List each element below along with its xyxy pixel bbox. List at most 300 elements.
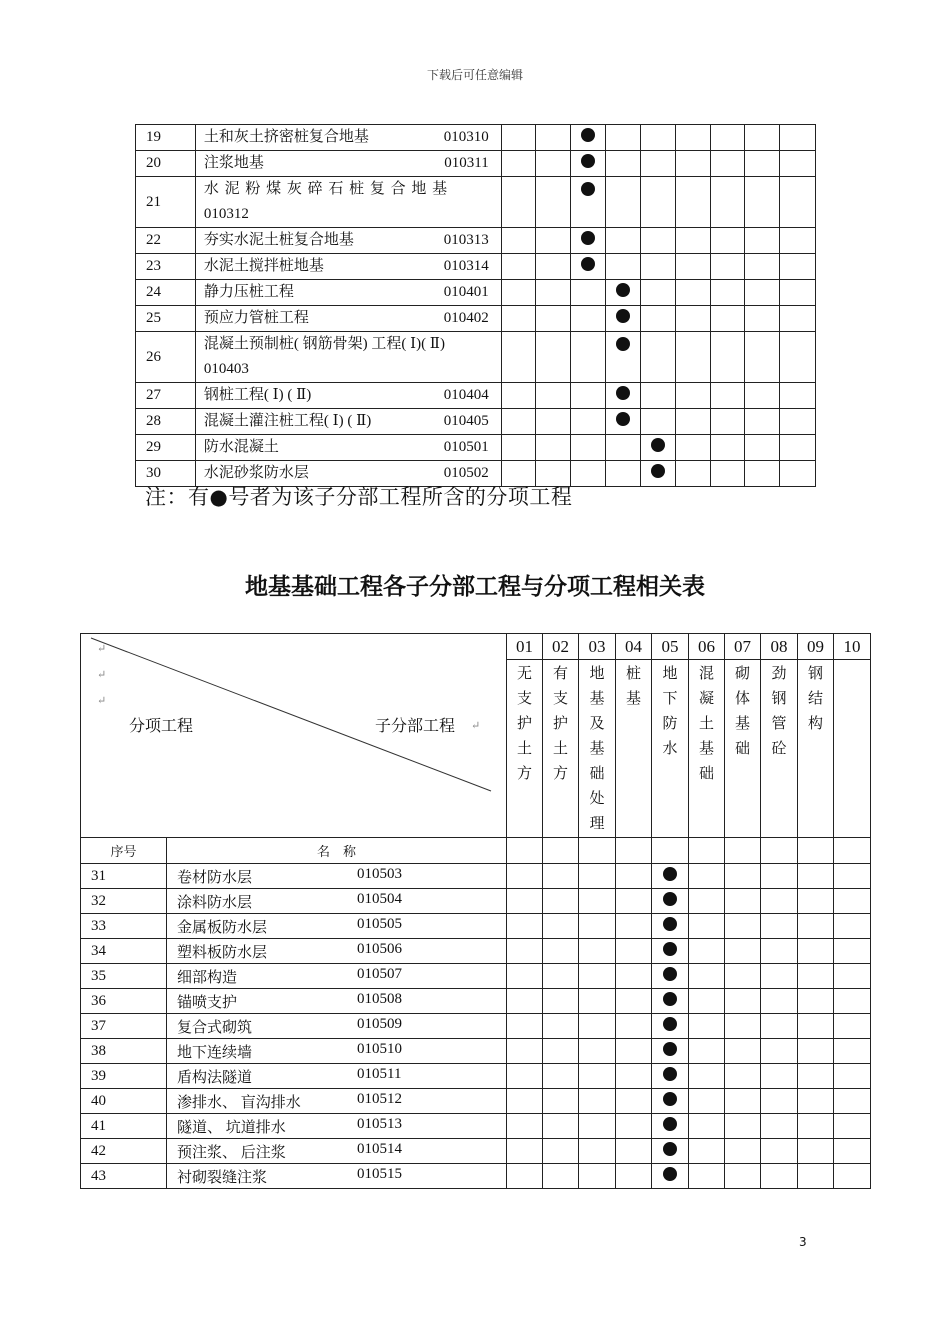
mark-cell xyxy=(725,939,761,964)
legend-note: 注：有●号者为该子分部工程所含的分项工程 xyxy=(145,485,573,509)
mark-cell xyxy=(780,151,816,177)
mark-cell xyxy=(798,1114,834,1139)
mark-cell xyxy=(761,1039,798,1064)
filled-dot-icon xyxy=(663,1117,677,1131)
item-name-cell xyxy=(167,1064,507,1089)
item-code: 010404 xyxy=(443,387,489,403)
item-name: 水 泥 粉 煤 灰 碎 石 桩 复 合 地 基 xyxy=(203,181,449,197)
column-code: 02 xyxy=(543,634,579,660)
item-name: 细部构造 xyxy=(177,969,238,986)
mark-cell xyxy=(676,280,711,306)
mark-cell xyxy=(536,177,571,228)
mark-cell xyxy=(780,332,816,383)
mark-cell xyxy=(676,461,711,487)
mark-cell xyxy=(543,1164,579,1189)
mark-cell xyxy=(579,1039,616,1064)
row-number: 42 xyxy=(81,1139,167,1164)
item-code: 010401 xyxy=(443,284,489,300)
item-name-cell xyxy=(195,383,501,409)
column-name-char: 钢 xyxy=(807,666,823,682)
mark-cell xyxy=(641,383,676,409)
diag-label-right: 子分部工程 xyxy=(375,715,456,735)
item-code: 010507 xyxy=(357,965,402,982)
mark-cell xyxy=(507,939,543,964)
column-code: 06 xyxy=(689,634,725,660)
empty-cell xyxy=(725,838,761,864)
mark-cell xyxy=(605,435,641,461)
mark-cell xyxy=(834,1089,871,1114)
mark-cell xyxy=(501,177,536,228)
mark-cell xyxy=(798,1039,834,1064)
mark-cell xyxy=(745,125,780,151)
column-name-char: 处 xyxy=(589,791,605,807)
item-name: 预注浆、 后注浆 xyxy=(177,1144,286,1161)
mark-cell xyxy=(725,1139,761,1164)
mark-cell xyxy=(501,332,536,383)
mark-cell xyxy=(710,461,745,487)
column-name-char: 土 xyxy=(516,741,532,757)
mark-cell xyxy=(536,228,571,254)
empty-cell xyxy=(761,838,798,864)
column-name-char: 基 xyxy=(625,691,641,707)
mark-cell xyxy=(652,1089,689,1114)
mark-cell xyxy=(641,461,676,487)
table-row xyxy=(136,151,816,177)
mark-cell xyxy=(780,461,816,487)
mark-cell xyxy=(536,151,571,177)
mark-cell xyxy=(605,409,641,435)
mark-cell xyxy=(689,1014,725,1039)
mark-cell xyxy=(834,964,871,989)
mark-cell xyxy=(543,1089,579,1114)
mark-cell xyxy=(507,1089,543,1114)
mark-cell xyxy=(579,964,616,989)
mark-cell xyxy=(676,254,711,280)
mark-cell xyxy=(641,409,676,435)
mark-cell xyxy=(689,1039,725,1064)
return-mark: ↵ xyxy=(471,719,481,732)
column-name-char: 土 xyxy=(552,741,568,757)
mark-cell xyxy=(605,151,641,177)
column-name xyxy=(761,660,798,838)
item-name: 衬砌裂缝注浆 xyxy=(177,1169,268,1186)
mark-cell xyxy=(652,1139,689,1164)
mark-cell xyxy=(652,889,689,914)
row-number: 21 xyxy=(136,177,196,228)
mark-cell xyxy=(507,1039,543,1064)
item-code: 010311 xyxy=(444,155,489,171)
filled-dot-icon xyxy=(616,412,630,426)
mark-cell xyxy=(641,125,676,151)
mark-cell xyxy=(652,1014,689,1039)
mark-cell xyxy=(710,409,745,435)
mark-cell xyxy=(616,989,652,1014)
mark-cell xyxy=(689,864,725,889)
mark-cell xyxy=(761,1139,798,1164)
col-name-header: 名 称 xyxy=(167,838,507,864)
column-name xyxy=(543,660,579,838)
item-name-cell xyxy=(195,254,501,280)
item-code: 010509 xyxy=(357,1015,402,1032)
mark-cell xyxy=(761,964,798,989)
mark-cell xyxy=(605,332,641,383)
item-name: 复合式砌筑 xyxy=(177,1019,253,1036)
row-number: 37 xyxy=(81,1014,167,1039)
item-code: 010405 xyxy=(443,413,489,429)
mark-cell xyxy=(507,1114,543,1139)
mark-cell xyxy=(780,409,816,435)
filled-dot-icon xyxy=(651,464,665,478)
diag-label-left: 分项工程 xyxy=(129,715,194,735)
mark-cell xyxy=(761,889,798,914)
mark-cell xyxy=(571,254,606,280)
empty-cell xyxy=(834,838,871,864)
column-name-char: 下 xyxy=(662,691,678,707)
item-code: 010511 xyxy=(357,1065,402,1082)
item-name-cell xyxy=(167,1114,507,1139)
mark-cell xyxy=(798,1014,834,1039)
mark-cell xyxy=(725,1064,761,1089)
mark-cell xyxy=(798,914,834,939)
return-mark: ↵ xyxy=(97,668,107,681)
mark-cell xyxy=(571,332,606,383)
item-name-cell xyxy=(195,409,501,435)
filled-dot-icon xyxy=(581,231,595,245)
mark-cell xyxy=(605,306,641,332)
mark-cell xyxy=(536,409,571,435)
filled-dot-icon xyxy=(663,1017,677,1031)
mark-cell xyxy=(543,989,579,1014)
mark-cell xyxy=(641,254,676,280)
empty-cell xyxy=(689,838,725,864)
filled-dot-icon xyxy=(581,128,595,142)
column-code: 10 xyxy=(834,634,871,660)
mark-cell xyxy=(571,435,606,461)
item-code: 010510 xyxy=(357,1040,402,1057)
mark-cell xyxy=(543,889,579,914)
row-number: 38 xyxy=(81,1039,167,1064)
mark-cell xyxy=(745,435,780,461)
item-code: 010513 xyxy=(357,1115,402,1132)
item-code: 010402 xyxy=(443,310,489,326)
mark-cell xyxy=(761,914,798,939)
mark-cell xyxy=(834,1164,871,1189)
mark-cell xyxy=(641,151,676,177)
mark-cell xyxy=(652,1164,689,1189)
row-number: 30 xyxy=(136,461,196,487)
item-code: 010515 xyxy=(357,1165,402,1182)
mark-cell xyxy=(725,864,761,889)
item-name: 夯实水泥土桩复合地基 xyxy=(203,232,354,248)
column-name xyxy=(579,660,616,838)
column-name-char: 及 xyxy=(589,716,605,732)
table-row xyxy=(81,1139,871,1164)
item-name-cell xyxy=(167,964,507,989)
mark-cell xyxy=(579,989,616,1014)
item-name: 金属板防水层 xyxy=(177,919,268,936)
mark-cell xyxy=(579,1139,616,1164)
item-code: 010506 xyxy=(357,940,402,957)
column-name-char: 地 xyxy=(662,666,678,682)
row-number: 32 xyxy=(81,889,167,914)
column-name-char: 凝 xyxy=(698,691,714,707)
mark-cell xyxy=(507,1064,543,1089)
column-name-char: 方 xyxy=(516,766,532,782)
mark-cell xyxy=(780,435,816,461)
mark-cell xyxy=(605,383,641,409)
mark-cell xyxy=(507,1014,543,1039)
mark-cell xyxy=(798,1139,834,1164)
column-name xyxy=(798,660,834,838)
row-number: 36 xyxy=(81,989,167,1014)
mark-cell xyxy=(761,1114,798,1139)
diagonal-line xyxy=(81,636,507,836)
mark-cell xyxy=(579,1164,616,1189)
mark-cell xyxy=(689,964,725,989)
mark-cell xyxy=(616,914,652,939)
mark-cell xyxy=(710,383,745,409)
mark-cell xyxy=(780,125,816,151)
table-row xyxy=(136,332,816,383)
column-name-char: 管 xyxy=(771,716,787,732)
column-name-char: 无 xyxy=(516,666,532,682)
mark-cell xyxy=(780,228,816,254)
mark-cell xyxy=(641,177,676,228)
mark-cell xyxy=(616,1039,652,1064)
item-name: 混凝土预制桩( 钢筋骨架) 工程( Ⅰ)( Ⅱ) xyxy=(203,336,445,352)
mark-cell xyxy=(507,914,543,939)
mark-cell xyxy=(725,1039,761,1064)
column-name-char: 混 xyxy=(698,666,714,682)
mark-cell xyxy=(834,914,871,939)
item-name: 静力压桩工程 xyxy=(203,284,294,300)
mark-cell xyxy=(689,889,725,914)
item-name-cell xyxy=(167,914,507,939)
mark-cell xyxy=(543,1064,579,1089)
column-name-char: 基 xyxy=(589,691,605,707)
mark-cell xyxy=(710,228,745,254)
item-code: 010501 xyxy=(443,439,489,455)
column-name xyxy=(652,660,689,838)
mark-cell xyxy=(501,254,536,280)
return-mark: ↵ xyxy=(97,694,107,707)
mark-cell xyxy=(834,1064,871,1089)
column-name xyxy=(616,660,652,838)
table-row xyxy=(136,228,816,254)
mark-cell xyxy=(745,254,780,280)
column-name-char: 水 xyxy=(662,741,678,757)
column-name-char: 钢 xyxy=(771,691,787,707)
mark-cell xyxy=(834,939,871,964)
empty-cell xyxy=(579,838,616,864)
table-row xyxy=(136,254,816,280)
mark-cell xyxy=(543,1114,579,1139)
mark-cell xyxy=(652,989,689,1014)
mark-cell xyxy=(745,280,780,306)
column-name-char: 桩 xyxy=(625,666,641,682)
table-row xyxy=(136,280,816,306)
item-name-cell xyxy=(195,306,501,332)
filled-dot-icon xyxy=(663,967,677,981)
mark-cell xyxy=(725,989,761,1014)
table-row xyxy=(136,435,816,461)
mark-cell xyxy=(605,461,641,487)
table-row xyxy=(81,864,871,889)
diagonal-header-cell xyxy=(81,634,507,838)
filled-dot-icon xyxy=(581,182,595,196)
column-name xyxy=(507,660,543,838)
mark-cell xyxy=(780,177,816,228)
mark-cell xyxy=(676,435,711,461)
column-name-char: 基 xyxy=(734,716,750,732)
mark-cell xyxy=(536,332,571,383)
mark-cell xyxy=(652,1039,689,1064)
column-name xyxy=(834,660,871,838)
mark-cell xyxy=(761,939,798,964)
table-title: 地基基础工程各子分部工程与分项工程相关表 xyxy=(245,574,705,600)
mark-cell xyxy=(501,435,536,461)
mark-cell xyxy=(834,1014,871,1039)
column-name-char: 地 xyxy=(589,666,605,682)
mark-cell xyxy=(689,1114,725,1139)
mark-cell xyxy=(710,435,745,461)
mark-cell xyxy=(507,889,543,914)
item-code: 010503 xyxy=(357,865,402,882)
mark-cell xyxy=(536,383,571,409)
mark-cell xyxy=(616,1064,652,1089)
mark-cell xyxy=(798,864,834,889)
mark-cell xyxy=(571,306,606,332)
mark-cell xyxy=(834,1039,871,1064)
item-code: 010504 xyxy=(357,890,402,907)
mark-cell xyxy=(761,864,798,889)
mark-cell xyxy=(571,461,606,487)
mark-cell xyxy=(616,964,652,989)
empty-cell xyxy=(616,838,652,864)
mark-cell xyxy=(798,889,834,914)
mark-cell xyxy=(725,914,761,939)
filled-dot-icon xyxy=(663,917,677,931)
item-name: 钢桩工程( Ⅰ) ( Ⅱ) xyxy=(203,387,312,403)
mark-cell xyxy=(605,125,641,151)
item-name-cell xyxy=(167,989,507,1014)
item-name-cell xyxy=(167,1139,507,1164)
item-name-cell xyxy=(167,864,507,889)
mark-cell xyxy=(834,989,871,1014)
mark-cell xyxy=(745,151,780,177)
mark-cell xyxy=(536,306,571,332)
mark-cell xyxy=(641,228,676,254)
item-name: 塑料板防水层 xyxy=(177,944,268,961)
mark-cell xyxy=(616,1139,652,1164)
column-name-char: 理 xyxy=(589,816,605,832)
filled-dot-icon xyxy=(651,438,665,452)
mark-cell xyxy=(798,1064,834,1089)
item-name-cell xyxy=(167,1164,507,1189)
empty-cell xyxy=(543,838,579,864)
table-lower xyxy=(80,633,871,1189)
filled-dot-icon xyxy=(663,1042,677,1056)
mark-cell xyxy=(676,151,711,177)
column-name xyxy=(689,660,725,838)
item-name: 水泥土搅拌桩地基 xyxy=(203,258,324,274)
mark-cell xyxy=(543,1014,579,1039)
empty-cell xyxy=(798,838,834,864)
table-row xyxy=(136,409,816,435)
filled-dot-icon xyxy=(616,309,630,323)
mark-cell xyxy=(761,1014,798,1039)
column-code: 04 xyxy=(616,634,652,660)
mark-cell xyxy=(616,864,652,889)
mark-cell xyxy=(710,332,745,383)
mark-cell xyxy=(536,254,571,280)
mark-cell xyxy=(616,1089,652,1114)
table-row xyxy=(136,383,816,409)
column-code: 08 xyxy=(761,634,798,660)
filled-dot-icon xyxy=(663,892,677,906)
item-name: 预应力管桩工程 xyxy=(203,310,309,326)
column-name-char: 支 xyxy=(516,691,532,707)
column-code: 03 xyxy=(579,634,616,660)
mark-cell xyxy=(780,254,816,280)
column-name-char: 有 xyxy=(552,666,568,682)
mark-cell xyxy=(652,1064,689,1089)
mark-cell xyxy=(616,889,652,914)
mark-cell xyxy=(571,409,606,435)
filled-dot-icon xyxy=(581,154,595,168)
item-name: 水泥砂浆防水层 xyxy=(203,465,309,481)
column-name-char: 护 xyxy=(552,716,568,732)
filled-dot-icon xyxy=(663,1167,677,1181)
mark-cell xyxy=(745,461,780,487)
item-name-cell xyxy=(195,228,501,254)
item-name-cell xyxy=(167,1014,507,1039)
mark-cell xyxy=(710,306,745,332)
mark-cell xyxy=(676,409,711,435)
column-code: 07 xyxy=(725,634,761,660)
mark-cell xyxy=(710,280,745,306)
item-code: 010512 xyxy=(357,1090,402,1107)
empty-cell xyxy=(652,838,689,864)
row-number: 41 xyxy=(81,1114,167,1139)
mark-cell xyxy=(676,125,711,151)
table-row xyxy=(81,1039,871,1064)
item-code: 010314 xyxy=(443,258,489,274)
mark-cell xyxy=(536,280,571,306)
mark-cell xyxy=(834,1114,871,1139)
mark-cell xyxy=(579,1089,616,1114)
mark-cell xyxy=(710,254,745,280)
row-number: 23 xyxy=(136,254,196,280)
mark-cell xyxy=(501,409,536,435)
mark-cell xyxy=(780,306,816,332)
filled-dot-icon xyxy=(616,337,630,351)
mark-cell xyxy=(605,254,641,280)
mark-cell xyxy=(571,177,606,228)
filled-dot-icon xyxy=(663,867,677,881)
mark-cell xyxy=(725,964,761,989)
item-name-cell xyxy=(195,280,501,306)
table-row xyxy=(136,177,816,228)
mark-cell xyxy=(641,332,676,383)
row-number: 39 xyxy=(81,1064,167,1089)
mark-cell xyxy=(745,409,780,435)
mark-cell xyxy=(710,177,745,228)
mark-cell xyxy=(571,228,606,254)
item-name-cell xyxy=(195,125,501,151)
mark-cell xyxy=(745,177,780,228)
row-number: 28 xyxy=(136,409,196,435)
